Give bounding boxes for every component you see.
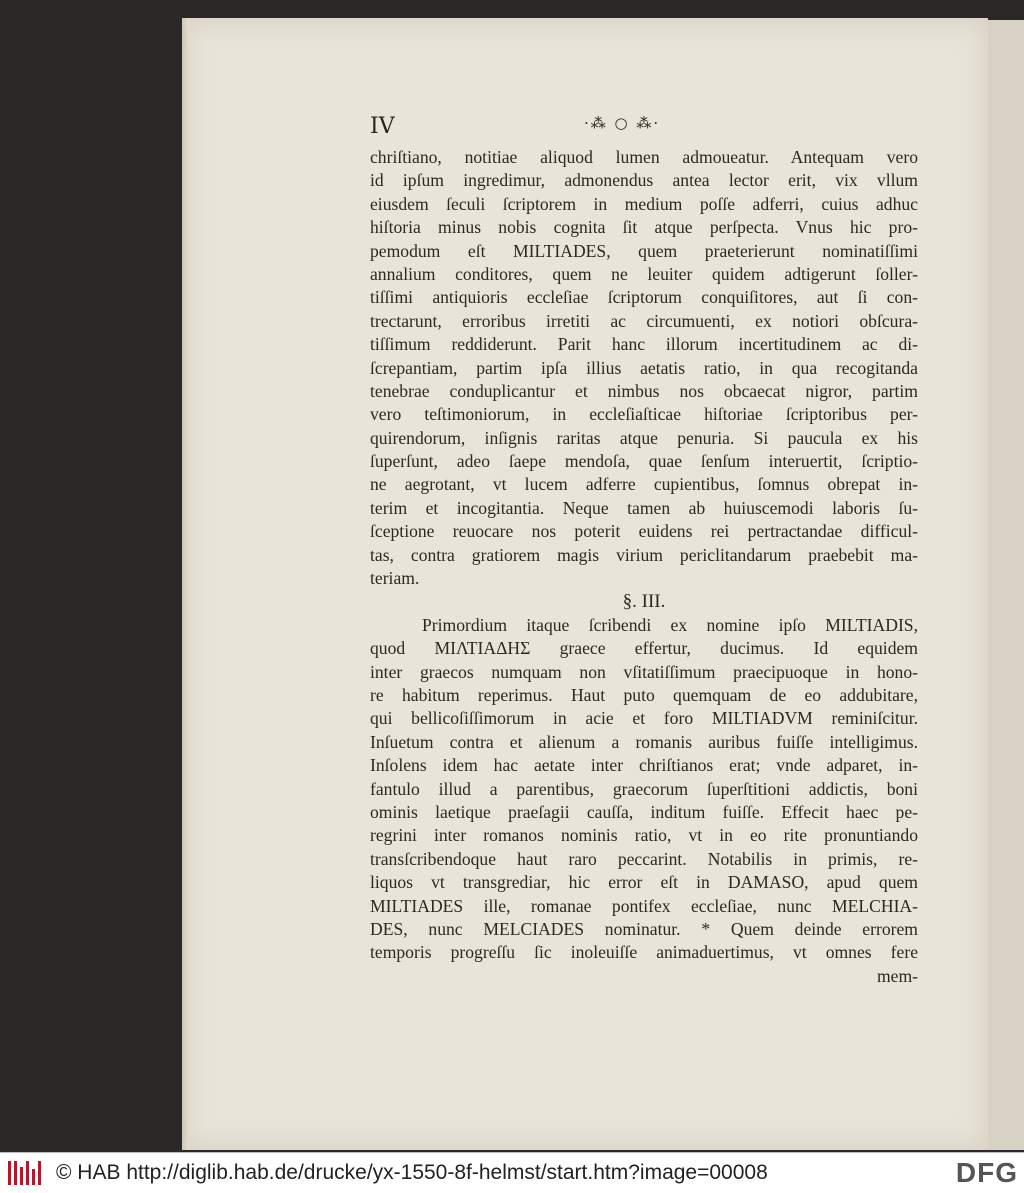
text-line: ſceptione reuocare nos poterit euidens rei pertractandae difficul- (370, 521, 918, 542)
text-line: Primordium itaque ſcribendi ex nomine ipſo MILTIADIS, (422, 614, 918, 635)
text-line: teriam. (370, 568, 420, 589)
text-line: tas, contra gratiorem magis virium periclitandarum praebebit ma- (370, 544, 918, 565)
text-line: DES, nunc MELCIADES nominatur. * Quem deinde errorem (370, 918, 918, 939)
text-line: MILTIADES ille, romanae pontifex eccleſiae, nunc MELCHIA- (370, 895, 918, 916)
page-number: IV (370, 114, 395, 139)
source-url[interactable]: © HAB http://diglib.hab.de/drucke/yx-1550-8f-helmst/start.htm?image=00008 (56, 1161, 768, 1184)
text-line: quod ΜΙΛΤΙΑΔΗΣ graece effertur, ducimus. Id equidem (370, 638, 918, 659)
text-line: qui bellicoſiſſimorum in acie et foro MILTIADVM reminiſcitur. (370, 708, 918, 729)
header-ornament: ·⁂ ○ ⁂· (584, 114, 661, 132)
text-line: re habitum reperimus. Haut puto quemquam de eo addubitare, (370, 684, 918, 705)
text-line: regrini inter romanos nominis ratio, vt in eo rite pronuntiando (370, 825, 918, 846)
text-line: hiſtoria minus nobis cognita ſit atque perſpecta. Vnus hic pro- (370, 217, 918, 238)
text-line: ne aegrotant, vt lucem adferre cupientibus, ſomnus obrepat in- (370, 474, 918, 495)
text-line: terim et incogitantia. Neque tamen ab huiuscemodi laboris ſu- (370, 497, 918, 518)
text-line: eiusdem ſeculi ſcriptorem in medium poſſe adferri, cuius adhuc (370, 193, 918, 214)
catchword: mem- (876, 965, 918, 986)
text-line: inter graecos numquam non vſitatiſſimum praecipuoque in hono- (370, 661, 918, 682)
viewer-footer (0, 1152, 1024, 1193)
next-page-edge (986, 20, 1024, 1150)
text-line: trectarunt, erroribus irretiti ac circumuenti, ex notiori obſcura- (370, 310, 918, 331)
text-line: id ipſum ingredimur, admonendus antea lector erit, vix vllum (370, 170, 918, 191)
paragraph-previous (370, 146, 918, 590)
text-line: Inſuetum contra et alienum a romanis auribus fuiſſe intelligimus. (370, 731, 918, 752)
text-line: liquos vt transgrediar, hic error eſt in DAMASO, apud quem (370, 872, 918, 893)
text-line: Inſolens idem hac aetate inter chriſtianos erat; vnde adparet, in- (370, 755, 918, 776)
dfg-logo: DFG (955, 1157, 1018, 1188)
page-text (370, 146, 918, 988)
text-line: tenebrae conduplicantur et nimbus nos obcaecat nigror, partim (370, 380, 918, 401)
text-line: vero teſtimoniorum, in eccleſiaſticae hiſtoriae ſcriptoribus per- (370, 404, 918, 425)
page-gutter-shadow (182, 18, 190, 1150)
text-line: temporis progreſſu ſic inoleuiſſe animaduertimus, vt omnes fere (370, 942, 918, 963)
text-line: ſuperſunt, adeo ſaepe mendoſa, quae ſenſum interuertit, ſcriptio- (370, 451, 918, 472)
hab-logo-icon[interactable] (6, 1159, 48, 1187)
text-line: tiſſimi antiquioris eccleſiae ſcriptorum conquiſitores, aut ſi con- (370, 287, 918, 308)
text-line: quirendorum, inſignis raritas atque penuria. Si paucula ex his (370, 427, 918, 448)
text-line: chriſtiano, notitiae aliquod lumen admoueatur. Antequam vero (370, 147, 918, 167)
text-line: annalium conditores, quem ne leuiter quidem adtigerunt ſoller- (370, 263, 918, 284)
text-line: ſcrepantiam, partim ipſa illius aetatis ratio, in qua recogitanda (370, 357, 918, 378)
text-line: pemodum eſt MILTIADES, quem praeterierunt nominatiſſimi (370, 240, 918, 261)
text-line: transſcribendoque haut raro peccarint. Notabilis in primis, re- (370, 848, 918, 869)
text-line: tiſſimum reddiderunt. Parit hanc illorum incertitudinem ac di- (370, 334, 918, 355)
section-heading: §. III. (622, 591, 666, 613)
text-line: fantulo illud a parentibus, graecorum ſuperſtitioni addictis, boni (370, 778, 918, 799)
paragraph-section-three (370, 614, 918, 965)
text-line: ominis laetique praeſagii cauſſa, inditum fuiſſe. Effecit haec pe- (370, 801, 918, 822)
